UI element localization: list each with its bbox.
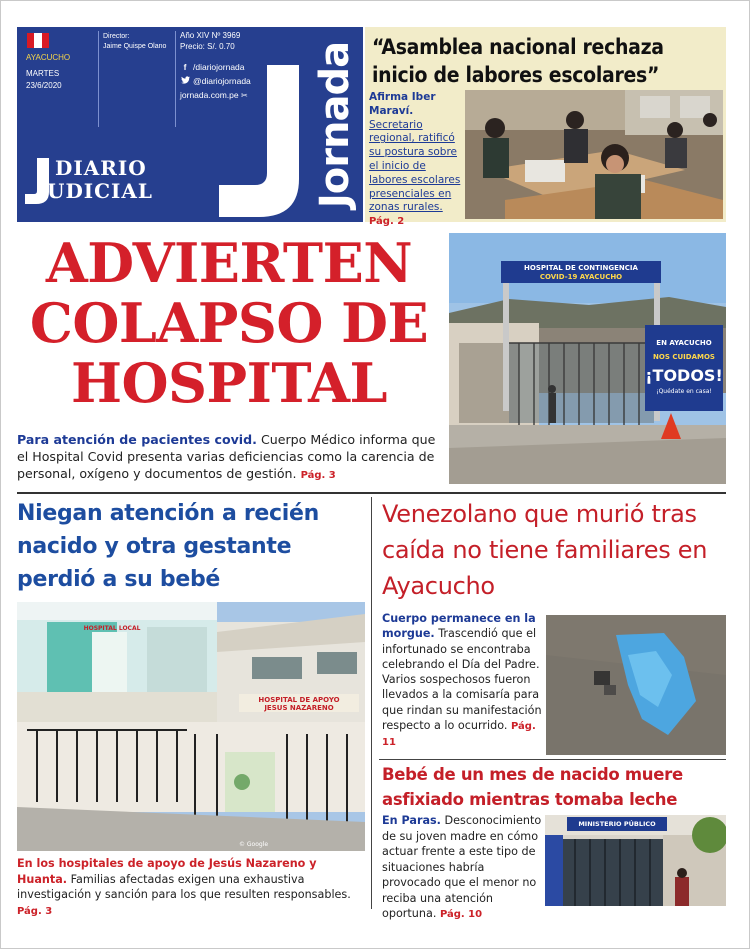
right-story-deck: Cuerpo permanece en la morgue. Trascendió que el infortunado se encontraba celebrando el Día del Padre. Varios sospechosos fueron llevados a la comisaría para que rindan su manifestación respecto a lo ocurrido. Pág. 11: [382, 612, 542, 749]
hospital-apoyo-photo: [17, 602, 365, 851]
section-divider: [379, 759, 726, 760]
page-ref[interactable]: Pág. 2: [369, 216, 405, 228]
city-label: AYACUCHO: [26, 53, 71, 62]
svg-text:NOS CUIDAMOS: NOS CUIDAMOS: [653, 353, 715, 361]
facebook-link[interactable]: f /diariojornada: [180, 60, 251, 74]
date: 23/6/2020: [26, 81, 62, 90]
director-info: [103, 32, 166, 52]
right-story-headline[interactable]: Venezolano que murió tras caída no tiene familiares en Ayacucho: [382, 500, 708, 600]
issue-date: [26, 68, 62, 92]
svg-text:JESUS NAZARENO: JESUS NAZARENO: [264, 704, 334, 712]
director-label: Director:: [103, 33, 130, 40]
masthead: [17, 27, 363, 222]
peru-flag-icon: [27, 33, 49, 48]
issue-number: Año XIV Nº 3969: [180, 31, 241, 40]
left-story-deck: En los hospitales de apoyo de Jesús Nazareno y Huanta. Familias afectadas exigen una exhaustiva investigación y sanción para los que resulten responsables. Pág. 3: [17, 857, 351, 917]
divider: [98, 31, 99, 127]
svg-text:HOSPITAL DE CONTINGENCIA: HOSPITAL DE CONTINGENCIA: [524, 264, 638, 272]
weekday: MARTES: [26, 69, 60, 78]
ministerio-publico-photo: [545, 815, 726, 906]
divider: [175, 31, 176, 127]
sub-logo-line1: DIARIO: [55, 156, 147, 180]
svg-text:HOSPITAL DE APOYO: HOSPITAL DE APOYO: [258, 696, 340, 704]
diario-judicial-logo: [23, 150, 183, 210]
svg-text:HOSPITAL LOCAL: HOSPITAL LOCAL: [83, 625, 141, 632]
svg-text:¡TODOS!: ¡TODOS!: [645, 366, 723, 385]
svg-text:¡Quédate en casa!: ¡Quédate en casa!: [656, 388, 712, 395]
price: Precio: S/. 0.70: [180, 42, 235, 51]
director-name: Jaime Quispe Olano: [103, 43, 167, 50]
baby-story-deck: En Paras. Desconocimiento de su joven madre en cómo actuar frente a este tipo de situaciones habría provocado que el menor no reciba una atención oportuna. Pág. 10: [382, 814, 542, 920]
section-divider: [17, 492, 726, 494]
classroom-photo: [465, 90, 723, 219]
left-story-headline[interactable]: Niegan atención a recién nacido y otra gestante perdió a su bebé: [17, 501, 319, 592]
facebook-icon: f: [183, 62, 187, 72]
twitter-link[interactable]: @diariojornada: [180, 74, 251, 88]
main-headline[interactable]: ADVIERTEN COLAPSO DE HOSPITAL: [29, 231, 429, 415]
body-on-ground-photo: [546, 615, 726, 755]
cursor-icon: ✂: [240, 91, 248, 100]
baby-story-headline[interactable]: Bebé de un mes de nacido muere asfixiado mientras tomaba leche: [382, 765, 683, 809]
top-story-lead: Afirma Iber Maraví. Secretario regional, ratificó su postura sobre el inicio de labores escolares presenciales en zonas rurales. Pág. 2: [369, 91, 461, 228]
hospital-entrance-photo: [449, 233, 726, 484]
main-story-deck: Para atención de pacientes covid. Cuerpo Médico informa que el Hospital Covid presenta varias deficiencias como la carencia de personal, oxígeno y documentos de gestión. Pág. 3: [17, 432, 436, 481]
column-divider: [371, 497, 372, 909]
svg-text:EN AYACUCHO: EN AYACUCHO: [656, 339, 712, 347]
photo-credit: © Google: [239, 841, 269, 848]
svg-text:MINISTERIO PÚBLICO: MINISTERIO PÚBLICO: [578, 820, 656, 828]
page-ref[interactable]: Pág. 3: [17, 905, 53, 917]
web-link[interactable]: jornada.com.pe ✂: [180, 90, 248, 100]
page-ref[interactable]: Pág. 11: [382, 721, 536, 749]
logo-jornada: Jornada: [312, 41, 358, 209]
svg-text:COVID-19 AYACUCHO: COVID-19 AYACUCHO: [539, 273, 623, 281]
page-ref[interactable]: Pág. 10: [439, 909, 483, 920]
top-story[interactable]: [365, 27, 726, 228]
twitter-icon: [180, 74, 190, 88]
top-story-headline[interactable]: “Asamblea nacional rechaza inicio de labores escolares”: [372, 35, 664, 87]
j-logo-icon: [215, 29, 303, 219]
sub-logo-line2: UDICIAL: [47, 179, 153, 203]
page-ref[interactable]: Pág. 3: [300, 470, 336, 481]
